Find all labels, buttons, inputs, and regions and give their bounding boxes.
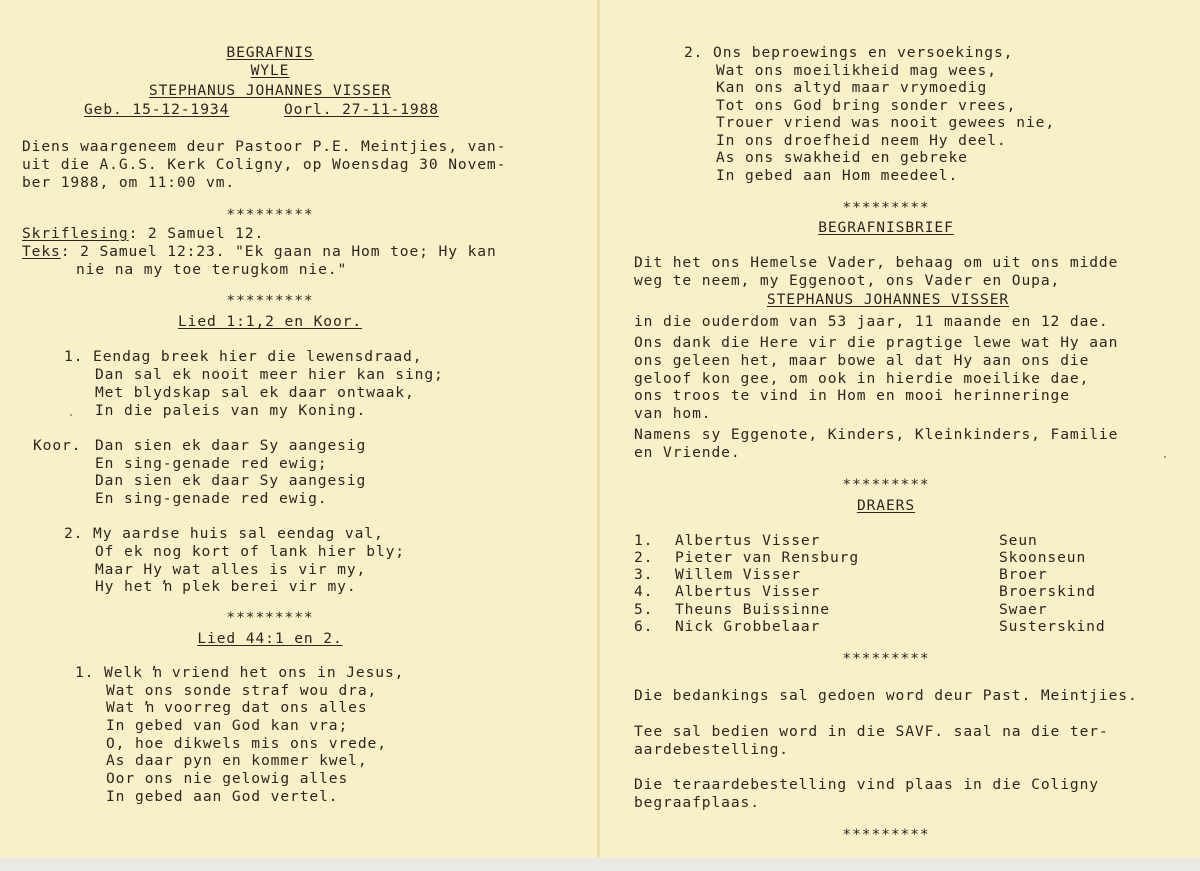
separator: ********* [226,206,314,223]
hymn-line: In ons droefheid neem Hy deel. [716,132,1007,149]
hymn-line: In gebed van God kan vra; [106,717,349,734]
bearers-title: DRAERS [856,497,916,514]
burial-note: Die teraardebestelling vind plaas in die Coligny [634,776,1099,793]
letter-line: geloof kon gee, om ook in hierdie moeilike dae, [634,370,1090,387]
bearer-number: 1. [634,532,654,549]
paper-speck [70,414,72,416]
bearer-relation: Broer [999,566,1048,583]
bearer-number: 6. [634,618,654,635]
sermon-text-cont: nie na my toe terugkom nie." [76,261,348,278]
header-wyle: WYLE [250,62,290,79]
separator: ********* [842,650,930,667]
page-fold [597,0,600,858]
hymn-line: 1. Eendag breek hier die lewensdraad, [64,348,423,365]
hymn-line: Wat ons sonde straf wou dra, [106,682,378,699]
chorus-label: Koor. [33,437,82,454]
text-label: Teks [22,243,61,260]
bearer-number: 4. [634,583,654,600]
letter-line: Namens sy Eggenote, Kinders, Kleinkinders, Familie [634,426,1119,443]
hymn-line: Maar Hy wat alles is vir my, [95,561,367,578]
hymn-line: Dan sal ek nooit meer hier kan sing; [95,366,444,383]
paper-speck [1164,456,1166,458]
bearer-name: Nick Grobbelaar [675,618,821,635]
hymn-line: Hy het ŉ plek berei vir my. [95,578,357,595]
thanks-note: Die bedankings sal gedoen word deur Past. Meintjies. [634,687,1138,704]
text-value: : 2 Samuel 12:23. "Ek gaan na Hom toe; Hy kan [60,243,497,260]
scripture-reading [22,225,264,243]
hymn1-title: Lied 1:1,2 en Koor. [177,313,363,330]
bearer-name: Albertus Visser [675,532,821,549]
service-line: ber 1988, om 11:00 vm. [22,174,236,191]
header-title: BEGRAFNIS [226,44,314,61]
tea-note: aardebestelling. [634,741,789,758]
hymn-line: In gebed aan Hom meedeel. [716,167,959,184]
letter-deceased-name: STEPHANUS JOHANNES VISSER [766,291,1010,308]
hymn-line: Dan sien ek daar Sy aangesig [95,472,367,489]
hymn-line: Wat ons moeilikheid mag wees, [716,62,997,79]
bearer-relation: Susterskind [999,618,1106,635]
bearer-name: Pieter van Rensburg [675,549,860,566]
letter-line: in die ouderdom van 53 jaar, 11 maande en 12 dae. [634,313,1109,330]
letter-line: en Vriende. [634,444,741,461]
hymn-line: Of ek nog kort of lank hier bly; [95,543,405,560]
hymn-line: As daar pyn en kommer kwel, [106,752,368,769]
bearer-relation: Swaer [999,601,1048,618]
bearer-number: 3. [634,566,654,583]
letter-line: ons troos te vind in Hom en mooi herinneringe [634,387,1070,404]
hymn-line: In die paleis van my Koning. [95,402,367,419]
hymn-line: Met blydskap sal ek daar ontwaak, [95,384,415,401]
burial-note: begraafplaas. [634,794,760,811]
letter-line: weg te neem, my Eggenoot, ons Vader en Oupa, [634,272,1061,289]
separator: ********* [842,199,930,216]
hymn-line: 1. Welk ŉ vriend het ons in Jesus, [75,664,405,681]
service-line: uit die A.G.S. Kerk Coligny, op Woensdag 30 Novem- [22,156,507,173]
bearer-relation: Broerskind [999,583,1096,600]
death-date: Oorl. 27-11-1988 [284,101,439,118]
letter-line: van hom. [634,405,712,422]
bearer-name: Albertus Visser [675,583,821,600]
letter-line: ons geleen het, maar bowe al dat Hy aan ons die [634,352,1090,369]
scripture-value: : 2 Samuel 12. [128,225,265,242]
letter-line: Dit het ons Hemelse Vader, behaag om uit ons midde [634,254,1119,271]
letter-title: BEGRAFNISBRIEF [818,219,954,236]
bearer-name: Theuns Buissinne [675,601,830,618]
hymn-line: Wat ŉ voorreg dat ons alles [106,699,368,716]
letter-line: Ons dank die Here vir die pragtige lewe wat Hy aan [634,334,1119,351]
separator: ********* [226,609,314,626]
hymn-line: En sing-genade red ewig; [95,455,328,472]
hymn-line: Kan ons altyd maar vrymoedig [716,79,988,96]
separator: ********* [226,292,314,309]
bearer-number: 5. [634,601,654,618]
bearer-relation: Seun [999,532,1038,549]
hymn-line: En sing-genade red ewig. [95,490,328,507]
hymn-line: Tot ons God bring sonder vrees, [716,97,1017,114]
bearer-name: Willem Visser [675,566,801,583]
scripture-label: Skriflesing [22,225,129,242]
bearer-number: 2. [634,549,654,566]
hymn-line: Trouer vriend was nooit gewees nie, [716,114,1056,131]
hymn-line: O, hoe dikwels mis ons vrede, [106,735,387,752]
hymn-line: In gebed aan God vertel. [106,788,339,805]
separator: ********* [842,826,930,843]
scan-edge [0,858,1200,871]
hymn2-title: Lied 44:1 en 2. [197,630,343,647]
separator: ********* [842,476,930,493]
tea-note: Tee sal bedien word in die SAVF. saal na die ter- [634,723,1109,740]
deceased-name: STEPHANUS JOHANNES VISSER [148,82,392,99]
bearer-relation: Skoonseun [999,549,1087,566]
hymn-line: 2. Ons beproewings en versoekings, [684,44,1014,61]
sermon-text [22,243,497,261]
hymn-line: As ons swakheid en gebreke [716,149,968,166]
hymn-line: 2. My aardse huis sal eendag val, [64,525,384,542]
service-line: Diens waargeneem deur Pastoor P.E. Meintjies, van- [22,138,507,155]
hymn-line: Oor ons nie gelowig alles [106,770,349,787]
birth-date: Geb. 15-12-1934 [84,101,230,118]
hymn-line: Dan sien ek daar Sy aangesig [95,437,367,454]
